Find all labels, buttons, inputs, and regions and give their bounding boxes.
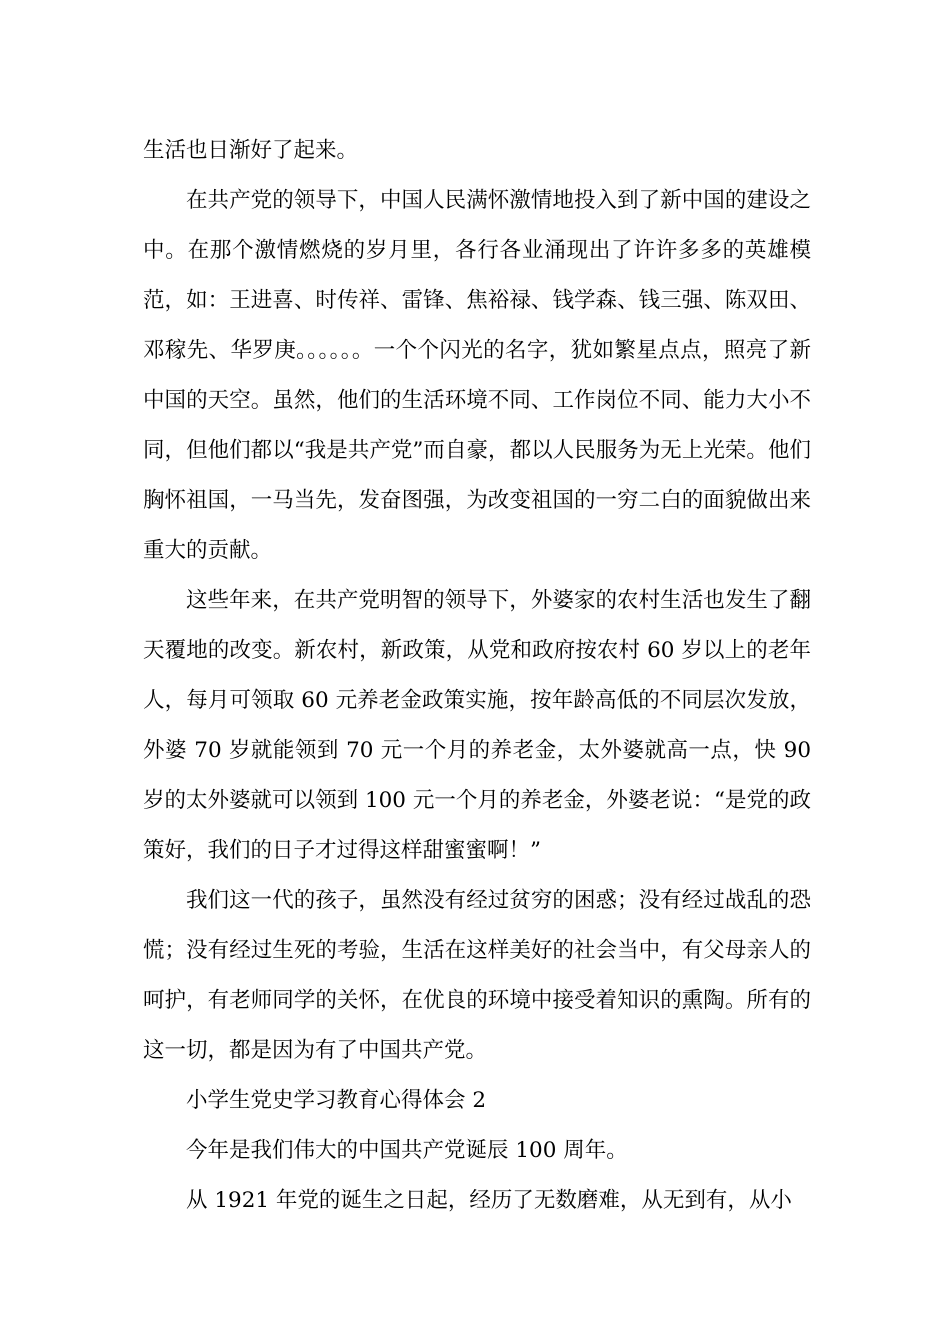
- paragraph-history: 从 1921 年党的诞生之日起，经历了无数磨难，从无到有，从小: [186, 1188, 792, 1213]
- paragraph-village-life: 这些年来，在共产党明智的领导下，外婆家的农村生活也发生了翻天覆地的改变。新农村，新政策，从党和政府按农村 60 岁以上的老年人，每月可领取 60 元养老金政策实施，按年龄高低的不同层次发放，外婆 70 岁就能领到 70 元一个月的养老金，太外婆就高一点，快 90 岁的太外婆就可以领到 100 元一个月的养老金，外婆老说：“是党的政策好，我们的日子才过得这样甜蜜蜜啊！”: [143, 588, 811, 863]
- paragraph-heroes: 在共产党的领导下，中国人民满怀激情地投入到了新中国的建设之中。在那个激情燃烧的岁月里，各行各业涌现出了许许多多的英雄模范，如：王进喜、时传祥、雷锋、焦裕禄、钱学森、钱三强、陈双田、邓稼先、华罗庚。。。。。。一个个闪光的名字，犹如繁星点点，照亮了新中国的天空。虽然，他们的生活环境不同、工作岗位不同、能力大小不同，但他们都以“我是共产党”而自豪，都以人民服务为无上光荣。他们胸怀祖国，一马当先，发奋图强，为改变祖国的一穷二白的面貌做出来重大的贡献。: [143, 188, 811, 563]
- document-body: [143, 126, 811, 1226]
- paragraph-our-generation: 我们这一代的孩子，虽然没有经过贫穷的困惑；没有经过战乱的恐慌；没有经过生死的考验，生活在这样美好的社会当中，有父母亲人的呵护，有老师同学的关怀，在优良的环境中接受着知识的熏陶。所有的这一切，都是因为有了中国共产党。: [143, 888, 811, 1063]
- section-heading: 小学生党史学习教育心得体会 2: [186, 1088, 487, 1113]
- paragraph-continuation: 生活也日渐好了起来。: [143, 138, 359, 163]
- paragraph-anniversary: 今年是我们伟大的中国共产党诞辰 100 周年。: [186, 1138, 628, 1163]
